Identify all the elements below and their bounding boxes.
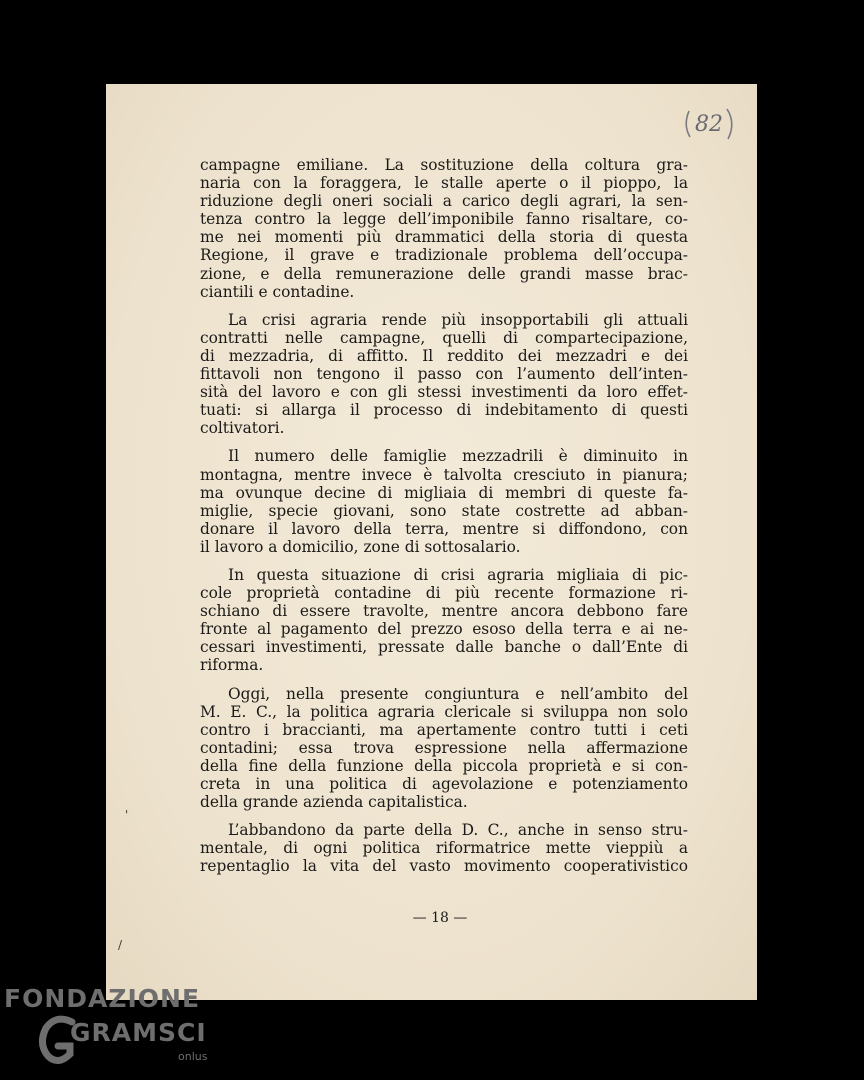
- text-line: campagne emiliane. La sostituzione della coltura gra-: [200, 156, 688, 174]
- text-line: cole proprietà contadine di più recente formazione ri-: [200, 584, 688, 603]
- text-line: repentaglio la vita del vasto movimento cooperativistico: [200, 857, 688, 876]
- text-line: contratti nelle campagne, quelli di compartecipazione,: [200, 328, 688, 347]
- text-line: tenza contro la legge dell’imponibile fanno risaltare, co-: [200, 210, 688, 229]
- text-line: In questa situazione di crisi agraria migliaia di pic-: [228, 565, 688, 584]
- text-line: della fine della funzione della piccola proprietà e si con-: [200, 756, 688, 775]
- text-line: fittavoli non tengono il passo con l’aumento dell’inten-: [200, 365, 688, 384]
- page-body: [200, 156, 688, 875]
- paragraph: [200, 447, 688, 556]
- text-line: contro i braccianti, ma apertamente contro tutti i ceti: [200, 720, 688, 739]
- text-line: della grande azienda capitalistica.: [200, 793, 468, 812]
- text-line: M. E. C., la politica agraria clericale si sviluppa non solo: [200, 702, 688, 721]
- text-line: ma ovunque decine di migliaia di membri di queste fa-: [200, 483, 688, 502]
- watermark-suffix: onlus: [178, 1050, 208, 1063]
- text-line: riduzione degli oneri sociali a carico degli agrari, la sen-: [200, 192, 688, 211]
- paragraph: [200, 685, 688, 812]
- page-number: — 18 —: [412, 910, 468, 926]
- text-line: coltivatori.: [200, 419, 285, 438]
- paragraph: [200, 821, 688, 875]
- text-line: donare il lavoro della terra, mentre si diffondono, con: [200, 519, 688, 538]
- text-line: montagna, mentre invece è talvolta cresciuto in pianura;: [200, 465, 688, 484]
- text-line: cessari investimenti, pressate dalle banche o dall’Ente di: [200, 638, 688, 657]
- paragraph: [200, 311, 688, 438]
- paragraph-gap: [200, 675, 688, 685]
- text-line: La crisi agraria rende più insopportabili gli attuali: [228, 310, 688, 329]
- text-line: ciantili e contadine.: [200, 282, 355, 301]
- text-line: Oggi, nella presente congiuntura e nell’ambito del: [228, 684, 688, 703]
- text-line: creta in una politica di agevolazione e potenziamento: [200, 775, 688, 793]
- text-line: mentale, di ogni politica riformatrice mette vieppiù a: [200, 839, 688, 858]
- text-line: zione, e della remunerazione delle grandi masse brac-: [200, 264, 688, 283]
- text-line: il lavoro a domicilio, zone di sottosalario.: [200, 537, 521, 556]
- text-line: sità del lavoro e con gli stessi investimenti da loro effet-: [200, 383, 688, 402]
- text-line: me nei momenti più drammatici della storia di questa: [200, 228, 688, 247]
- text-line: Regione, il grave e tradizionale problema dell’occupa-: [200, 246, 688, 265]
- text-line: fronte al pagamento del prezzo esoso della terra e ai ne-: [200, 620, 688, 639]
- pencil-circle-icon: [681, 103, 737, 147]
- pencil-page-annotation: [681, 103, 737, 147]
- text-line: di mezzadria, di affitto. Il reddito dei mezzadri e dei: [200, 346, 688, 365]
- text-line: L’abbandono da parte della D. C., anche in senso stru-: [228, 821, 688, 840]
- stray-mark: /: [118, 938, 123, 952]
- paragraph-gap: [200, 437, 688, 447]
- stray-mark: ': [125, 808, 129, 822]
- paragraph-gap: [200, 556, 688, 566]
- paragraph-gap: [200, 811, 688, 821]
- watermark-line1: FONDAZIONE: [4, 984, 201, 1013]
- paragraph: [200, 566, 688, 675]
- text-line: schiano di essere travolte, mentre ancora debbono fare: [200, 602, 688, 621]
- text-line: Il numero delle famiglie mezzadrili è diminuito in: [228, 447, 688, 466]
- text-line: tuati: si allarga il processo di indebitamento di questi: [200, 401, 688, 420]
- text-line: miglie, specie giovani, sono state costrette ad abban-: [200, 501, 688, 520]
- pencil-number-text: 82: [695, 112, 723, 137]
- text-line: naria con la foraggera, le stalle aperte o il pioppo, la: [200, 174, 688, 193]
- paragraph: [200, 156, 688, 301]
- watermark-logo: [4, 984, 214, 1080]
- paragraph-gap: [200, 301, 688, 311]
- text-line: contadini; essa trova espressione nella affermazione: [200, 738, 688, 757]
- watermark-line2: GRAMSCI: [70, 1018, 207, 1047]
- text-line: riforma.: [200, 656, 264, 675]
